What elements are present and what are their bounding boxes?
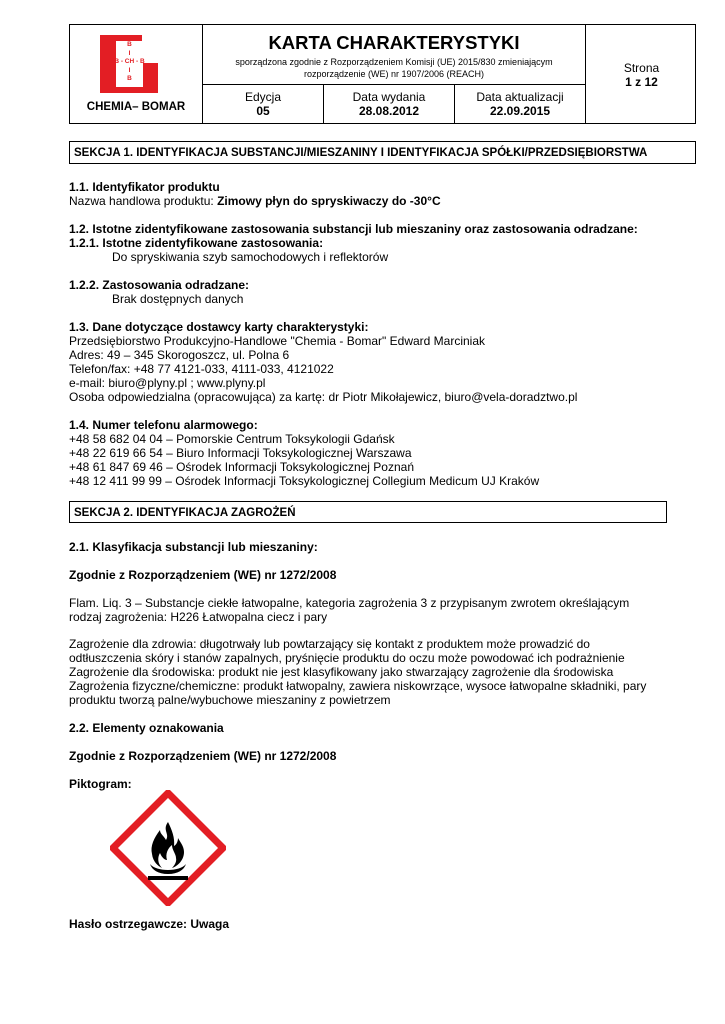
hazard-physical-line: produktu tworzą palne/wybuchowe mieszaniny z powietrzem: [69, 693, 391, 707]
s13-heading: 1.3. Dane dotyczące dostawcy karty charakterystyki:: [69, 320, 369, 334]
s11-heading: 1.1. Identyfikator produktu: [69, 180, 220, 194]
product-name-label: Nazwa handlowa produktu:: [69, 194, 218, 208]
supplier-line: Telefon/fax: +48 77 4121-033, 4111-033, 4121022: [69, 362, 334, 376]
edition-cell: [203, 90, 323, 118]
flame-ghs02-icon: [110, 790, 226, 906]
classification-line: rodzaj zagrożenia: H226 Łatwopalna ciecz i pary: [69, 610, 328, 624]
logo-letter: B: [127, 41, 132, 48]
s122-heading: 1.2.2. Zastosowania odradzane:: [69, 278, 250, 292]
issue-date-value: 28.08.2012: [358, 104, 420, 118]
product-name-line: [69, 194, 441, 208]
subtitle-line: sporządzona zgodnie z Rozporządzeniem Komisji (UE) 2015/830 zmieniającym: [235, 57, 553, 67]
issue-date-cell: [324, 90, 454, 118]
s122-text: Brak dostępnych danych: [112, 292, 244, 306]
company-logo: [100, 35, 158, 93]
document-title: KARTA CHARAKTERYSTYKI: [268, 32, 520, 53]
logo-letter: I: [128, 49, 131, 57]
supplier-line: Osoba odpowiedzialna (opracowująca) za kartę: dr Piotr Mikołajewicz, biuro@vela-doradztwo.pl: [69, 390, 578, 404]
update-date-label: Data aktualizacji: [476, 90, 564, 104]
supplier-line: Przedsiębiorstwo Produkcyjno-Handlowe "Chemia - Bomar" Edward Marciniak: [69, 334, 486, 348]
hazard-health-line: odtłuszczenia skóry i stanów zapalnych, pryśnięcie produktu do oczu może powodować ich podrażnienie: [69, 651, 625, 665]
supplier-line: e-mail: biuro@plyny.pl ; www.plyny.pl: [69, 376, 266, 390]
issue-date-label: Data wydania: [352, 90, 426, 104]
emergency-phone-line: +48 58 682 04 04 – Pomorskie Centrum Toksykologii Gdańsk: [69, 432, 395, 446]
edition-label: Edycja: [244, 90, 282, 104]
signal-word: Hasło ostrzegawcze: Uwaga: [69, 917, 230, 931]
logo-letter: I: [128, 66, 131, 74]
s14-heading: 1.4. Numer telefonu alarmowego:: [69, 418, 258, 432]
document-header: [69, 24, 696, 124]
update-date-value: 22.09.2015: [489, 104, 551, 118]
emergency-phone-line: +48 12 411 99 99 – Ośrodek Informacji Toksykologicznej Collegium Medicum UJ Kraków: [69, 474, 540, 488]
hazard-physical-line: Zagrożenia fizyczne/chemiczne: produkt łatwopalny, zawiera niskowrzące, wysoce łatwopalne składniki, pary: [69, 679, 647, 693]
s121-heading: 1.2.1. Istotne zidentyfikowane zastosowania:: [69, 236, 324, 250]
update-date-cell: [455, 90, 585, 118]
regulation-heading: Zgodnie z Rozporządzeniem (WE) nr 1272/2008: [69, 568, 337, 582]
s22-heading: 2.2. Elementy oznakowania: [69, 721, 224, 735]
page-value: 1 z 12: [625, 75, 658, 89]
classification-line: Flam. Liq. 3 – Substancje ciekłe łatwopalne, kategoria zagrożenia 3 z przypisanym zwrotem określającym: [69, 596, 630, 610]
page-number-cell: [586, 61, 697, 89]
product-name-value: Zimowy płyn do spryskiwaczy do -30°C: [217, 194, 441, 208]
supplier-line: Adres: 49 – 345 Skorogoszcz, ul. Polna 6: [69, 348, 290, 362]
hazard-health-line: Zagrożenie dla zdrowia: długotrwały lub powtarzający się kontakt z produktem może prowadzić do: [69, 637, 590, 651]
edition-value: 05: [256, 104, 270, 118]
regulation-heading-2: Zgodnie z Rozporządzeniem (WE) nr 1272/2008: [69, 749, 337, 763]
emergency-phone-line: +48 61 847 69 46 – Ośrodek Informacji Toksykologicznej Poznań: [69, 460, 414, 474]
pictogram-label: Piktogram:: [69, 777, 132, 791]
page-label: Strona: [623, 61, 660, 75]
s21-heading: 2.1. Klasyfikacja substancji lub mieszaniny:: [69, 540, 318, 554]
logo-letter: B - CH - B: [114, 58, 145, 65]
section-1-title: SEKCJA 1. IDENTYFIKACJA SUBSTANCJI/MIESZANINY I IDENTYFIKACJA SPÓŁKI/PRZEDSIĘBIORSTWA: [69, 141, 696, 164]
s12-heading: 1.2. Istotne zidentyfikowane zastosowania substancji lub mieszaniny oraz zastosowania odradzane:: [69, 222, 638, 236]
section-2-title: SEKCJA 2. IDENTYFIKACJA ZAGROŻEŃ: [69, 501, 667, 523]
document-subtitle: [203, 56, 585, 80]
subtitle-line: rozporządzenie (WE) nr 1907/2006 (REACH): [303, 69, 485, 79]
logo-letter: B: [127, 75, 132, 82]
emergency-phone-line: +48 22 619 66 54 – Biuro Informacji Toksykologicznej Warszawa: [69, 446, 412, 460]
s121-text: Do spryskiwania szyb samochodowych i reflektorów: [112, 250, 389, 264]
company-name: CHEMIA– BOMAR: [86, 101, 186, 113]
hazard-environment-line: Zagrożenie dla środowiska: produkt nie jest klasyfikowany jako stwarzający zagrożenie dla środowiska: [69, 665, 614, 679]
